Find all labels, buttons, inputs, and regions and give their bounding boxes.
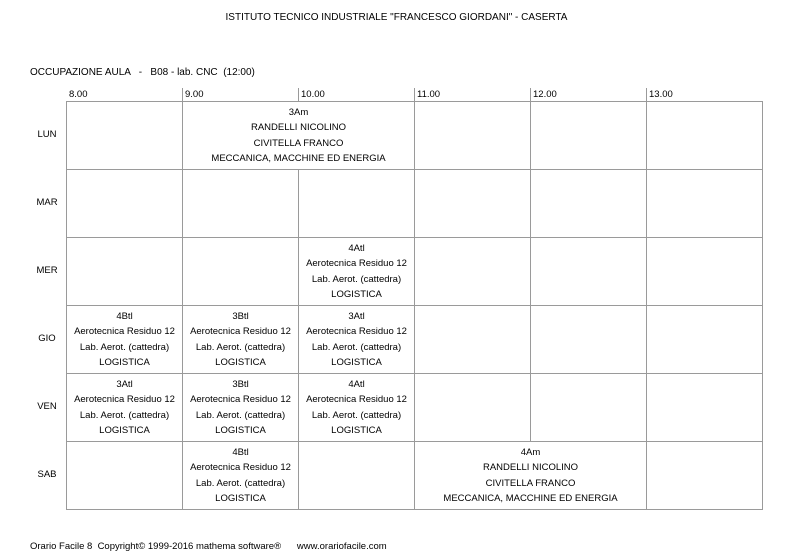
lesson-cell bbox=[299, 238, 415, 306]
empty-cell bbox=[415, 102, 531, 170]
hour-tick bbox=[414, 88, 415, 101]
lesson-line: LOGISTICA bbox=[331, 356, 382, 368]
lesson-line: Aerotecnica Residuo 12 bbox=[306, 326, 407, 338]
hour-tick bbox=[646, 88, 647, 101]
empty-cell bbox=[299, 442, 415, 510]
empty-cell bbox=[531, 170, 647, 238]
lesson-line: LOGISTICA bbox=[99, 424, 150, 436]
empty-cell bbox=[67, 442, 183, 510]
lesson-line: Aerotecnica Residuo 12 bbox=[190, 462, 291, 474]
lesson-line: Lab. Aerot. (cattedra) bbox=[311, 341, 402, 353]
day-label: MER bbox=[36, 265, 58, 276]
empty-cell bbox=[299, 170, 415, 238]
lesson-cell bbox=[183, 374, 299, 442]
page-title: ISTITUTO TECNICO INDUSTRIALE "FRANCESCO GIORDANI" - CASERTA bbox=[225, 12, 568, 23]
lesson-cell bbox=[67, 374, 183, 442]
empty-cell bbox=[415, 170, 531, 238]
empty-cell bbox=[647, 442, 763, 510]
lesson-line: MECCANICA, MACCHINE ED ENERGIA bbox=[443, 492, 618, 504]
lesson-line: Aerotecnica Residuo 12 bbox=[74, 394, 175, 406]
timetable-row bbox=[67, 238, 763, 306]
class-code: 4Atl bbox=[348, 242, 365, 254]
empty-cell bbox=[647, 306, 763, 374]
lesson-line: Lab. Aerot. (cattedra) bbox=[311, 409, 402, 421]
timetable-row bbox=[67, 102, 763, 170]
lesson-line: Aerotecnica Residuo 12 bbox=[306, 394, 407, 406]
lesson-line: Aerotecnica Residuo 12 bbox=[190, 326, 291, 338]
hour-tick bbox=[182, 88, 183, 101]
lesson-cell bbox=[183, 306, 299, 374]
lesson-cell bbox=[299, 306, 415, 374]
day-label: GIO bbox=[38, 333, 56, 344]
lesson-line: Aerotecnica Residuo 12 bbox=[306, 258, 407, 270]
class-code: 3Atl bbox=[348, 310, 365, 322]
hour-label: 9.00 bbox=[185, 89, 204, 100]
hour-tick bbox=[298, 88, 299, 101]
class-code: 4Am bbox=[520, 446, 541, 458]
empty-cell bbox=[67, 238, 183, 306]
day-label: SAB bbox=[37, 469, 57, 480]
lesson-line: CIVITELLA FRANCO bbox=[253, 137, 344, 149]
room-occupancy-subtitle: OCCUPAZIONE AULA - B08 - lab. CNC (12:00) bbox=[30, 67, 255, 78]
lesson-cell bbox=[183, 442, 299, 510]
empty-cell bbox=[415, 374, 531, 442]
empty-cell bbox=[531, 306, 647, 374]
class-code: 3Atl bbox=[116, 378, 133, 390]
lesson-cell bbox=[183, 102, 415, 170]
lesson-line: LOGISTICA bbox=[215, 424, 266, 436]
empty-cell bbox=[183, 170, 299, 238]
lesson-line: LOGISTICA bbox=[99, 356, 150, 368]
day-label: MAR bbox=[36, 197, 58, 208]
empty-cell bbox=[531, 374, 647, 442]
empty-cell bbox=[67, 170, 183, 238]
lesson-line: RANDELLI NICOLINO bbox=[482, 462, 579, 474]
hour-label: 11.00 bbox=[417, 89, 441, 100]
lesson-cell bbox=[415, 442, 647, 510]
day-label: VEN bbox=[37, 401, 57, 412]
lesson-cell bbox=[299, 374, 415, 442]
empty-cell bbox=[415, 238, 531, 306]
empty-cell bbox=[531, 238, 647, 306]
lesson-line: Aerotecnica Residuo 12 bbox=[190, 394, 291, 406]
class-code: 3Am bbox=[288, 106, 309, 118]
empty-cell bbox=[531, 102, 647, 170]
lesson-line: LOGISTICA bbox=[215, 492, 266, 504]
lesson-line: Lab. Aerot. (cattedra) bbox=[79, 341, 170, 353]
empty-cell bbox=[415, 306, 531, 374]
day-label: LUN bbox=[37, 129, 57, 140]
hour-label: 12.00 bbox=[533, 89, 557, 100]
class-code: 3Btl bbox=[232, 378, 249, 390]
timetable-row bbox=[67, 170, 763, 238]
lesson-line: LOGISTICA bbox=[331, 288, 382, 300]
lesson-line: Lab. Aerot. (cattedra) bbox=[195, 409, 286, 421]
lesson-line: RANDELLI NICOLINO bbox=[250, 122, 347, 134]
lesson-line: Lab. Aerot. (cattedra) bbox=[195, 341, 286, 353]
empty-cell bbox=[647, 102, 763, 170]
hour-label: 10.00 bbox=[301, 89, 325, 100]
lesson-cell bbox=[67, 306, 183, 374]
empty-cell bbox=[183, 238, 299, 306]
lesson-line: MECCANICA, MACCHINE ED ENERGIA bbox=[211, 152, 386, 164]
empty-cell bbox=[647, 238, 763, 306]
timetable-grid bbox=[66, 101, 763, 510]
lesson-line: LOGISTICA bbox=[331, 424, 382, 436]
timetable-row bbox=[67, 374, 763, 442]
class-code: 3Btl bbox=[232, 310, 249, 322]
lesson-line: Lab. Aerot. (cattedra) bbox=[195, 477, 286, 489]
footer-copyright: Orario Facile 8 Copyright© 1999-2016 mathema software® www.orariofacile.com bbox=[30, 541, 387, 552]
hour-tick bbox=[530, 88, 531, 101]
hour-label: 13.00 bbox=[649, 89, 673, 100]
class-code: 4Atl bbox=[348, 378, 365, 390]
lesson-line: LOGISTICA bbox=[215, 356, 266, 368]
lesson-line: Aerotecnica Residuo 12 bbox=[74, 326, 175, 338]
timetable-row bbox=[67, 306, 763, 374]
lesson-line: Lab. Aerot. (cattedra) bbox=[311, 273, 402, 285]
timetable-row bbox=[67, 442, 763, 510]
empty-cell bbox=[647, 374, 763, 442]
empty-cell bbox=[67, 102, 183, 170]
lesson-line: CIVITELLA FRANCO bbox=[485, 477, 576, 489]
lesson-line: Lab. Aerot. (cattedra) bbox=[79, 409, 170, 421]
empty-cell bbox=[647, 170, 763, 238]
class-code: 4Btl bbox=[116, 310, 133, 322]
hour-label: 8.00 bbox=[69, 89, 88, 100]
class-code: 4Btl bbox=[232, 446, 249, 458]
